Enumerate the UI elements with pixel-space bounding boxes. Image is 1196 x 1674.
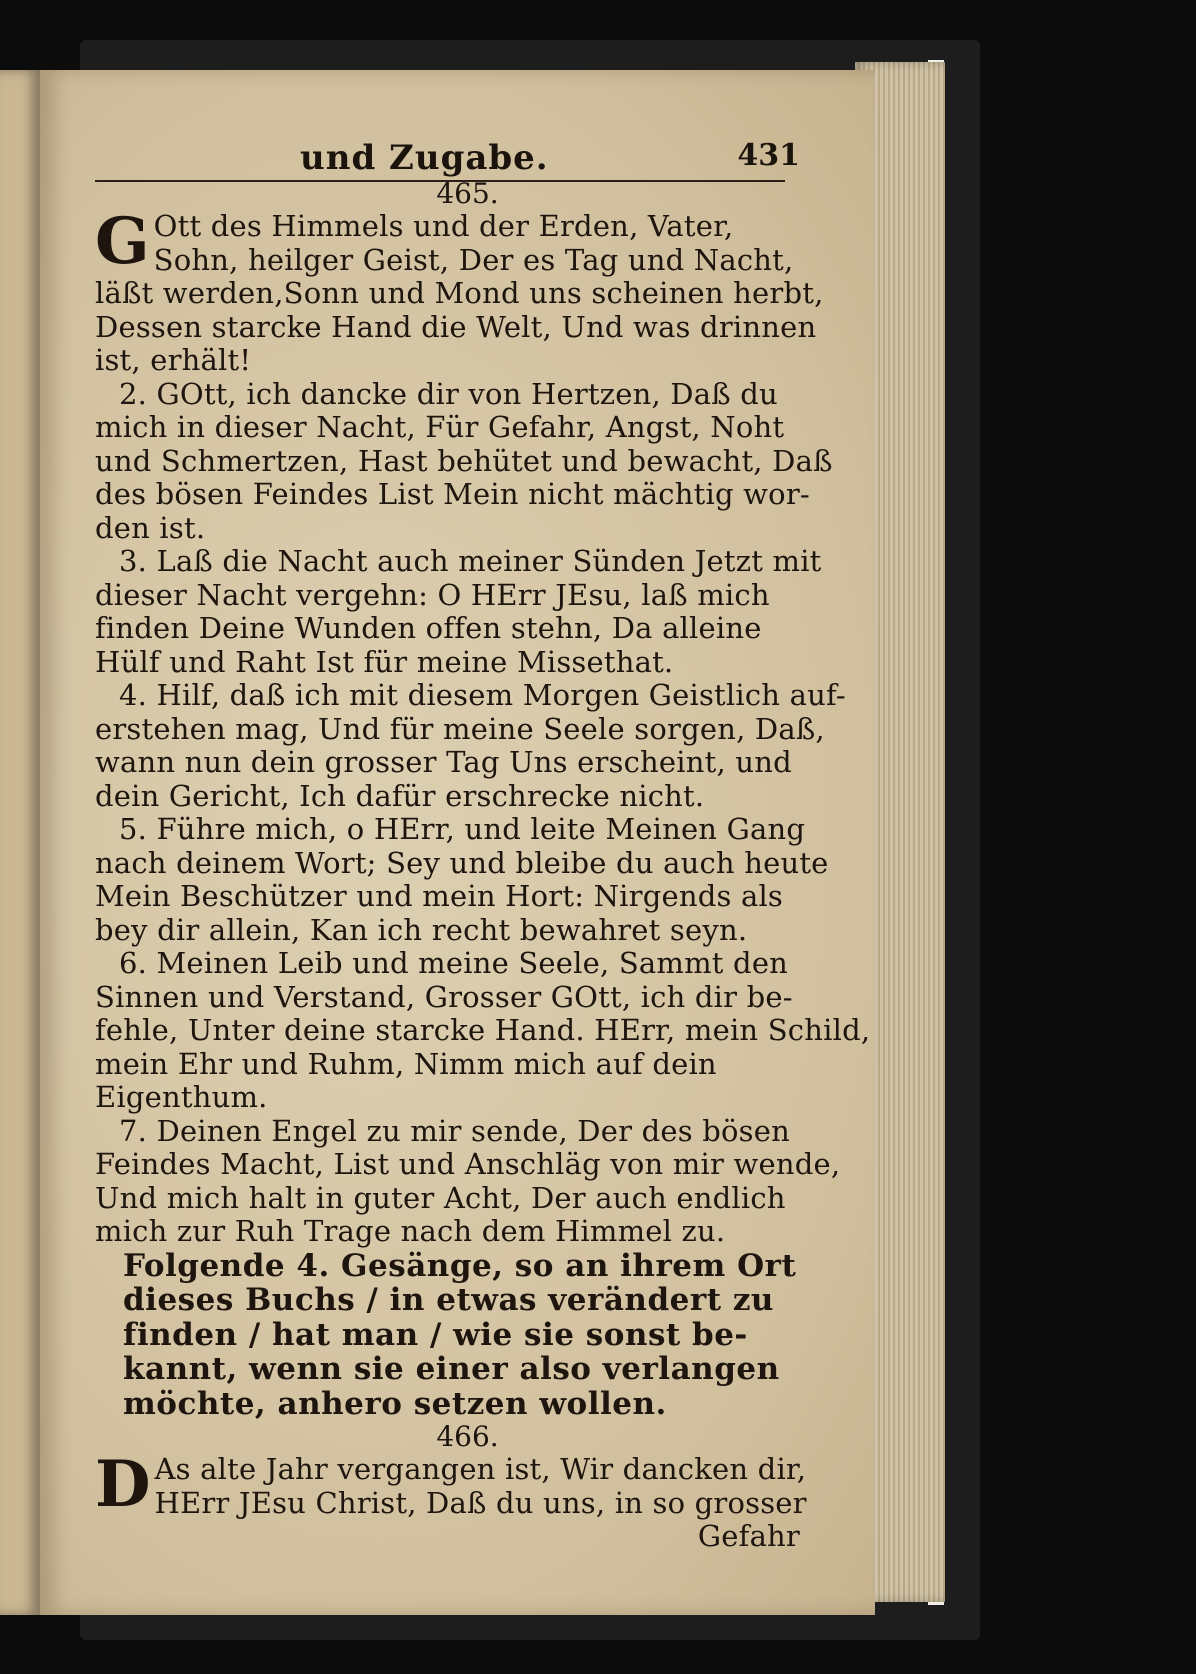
verse-line: bey dir allein, Kan ich recht bewahret seyn. <box>95 912 748 947</box>
verse-line: Dessen starcke Hand die Welt, Und was drinnen <box>95 309 817 344</box>
note-line: möchte, anhero setzen wollen. <box>123 1385 667 1422</box>
verse-line: mich zur Ruh Trage nach dem Himmel zu. <box>95 1214 726 1248</box>
drop-cap: D <box>95 1447 151 1522</box>
verse-line: dieser Nacht vergehn: O HErr JEsu, laß mich <box>95 577 770 612</box>
note-line: Folgende 4. Gesänge, so an ihrem Ort <box>123 1247 797 1284</box>
verse-line: den ist. <box>95 510 206 545</box>
verse-line: wann nun dein grosser Tag Uns erscheint, und <box>95 745 792 779</box>
page-body <box>95 177 871 1554</box>
verse-line: Eigenthum. <box>95 1080 268 1114</box>
verse-line: 5. Führe mich, o HErr, und leite Meinen Gang <box>119 812 806 846</box>
drop-cap: G <box>95 204 150 279</box>
verse-line: Sohn, heilger Geist, Der es Tag und Nacht, <box>153 242 794 277</box>
verse-line: HErr JEsu Christ, Daß du uns, in so grosser <box>154 1485 807 1520</box>
editorial-note <box>95 1249 800 1422</box>
verse-line: 3. Laß die Nacht auch meiner Sünden Jetzt mit <box>119 544 822 578</box>
verse-line: Ott des Himmels und der Erden, Vater, <box>153 209 734 243</box>
book-page <box>40 70 875 1615</box>
page-number: 431 <box>737 138 800 173</box>
verse-line: finden Deine Wunden offen stehn, Da alleine <box>95 611 762 645</box>
hymn-number: 466. <box>436 1420 499 1453</box>
verse-line: erstehen mag, Und für meine Seele sorgen, Daß, <box>95 711 825 746</box>
note-line: dieses Buchs / in etwas verändert zu <box>123 1282 774 1318</box>
verse-line: Hülf und Raht Ist für meine Missethat. <box>95 644 674 679</box>
hymn-466 <box>95 1447 807 1554</box>
verse-line: läßt werden,Sonn und Mond uns scheinen herbt, <box>95 276 824 310</box>
verse-line: Mein Beschützer und mein Hort: Nirgends als <box>95 879 784 913</box>
facing-page-edge <box>0 70 40 1615</box>
verse-line: fehle, Unter deine starcke Hand. HErr, mein Schild, <box>95 1013 871 1047</box>
verse-line: und Schmertzen, Hast behütet und bewacht, Daß <box>95 443 833 478</box>
verse-line: 4. Hilf, daß ich mit diesem Morgen Geistlich auf- <box>119 678 846 712</box>
verse-line: Und mich halt in guter Acht, Der auch endlich <box>95 1180 786 1215</box>
verse-line: 6. Meinen Leib und meine Seele, Sammt den <box>119 946 789 980</box>
verse-line: 2. GOtt, ich dancke dir von Hertzen, Daß du <box>119 376 778 411</box>
note-line: finden / hat man / wie sie sonst be- <box>123 1316 748 1353</box>
verse-line: mein Ehr und Ruhm, Nimm mich auf dein <box>95 1046 717 1081</box>
note-line: kannt, wenn sie einer also verlangen <box>123 1351 780 1387</box>
verse-line: 7. Deinen Engel zu mir sende, Der des bösen <box>119 1113 790 1148</box>
verse-line: Feindes Macht, List und Anschläg von mir wende, <box>95 1147 841 1181</box>
verse-line: des bösen Feindes List Mein nicht mächtig wor- <box>95 477 810 511</box>
hymn-number: 465. <box>436 177 499 210</box>
hymn-465 <box>95 204 871 1249</box>
verse-line: ist, erhält! <box>95 343 252 377</box>
verse-line: nach deinem Wort; Sey und bleibe du auch heute <box>95 845 829 880</box>
catchword: Gefahr <box>697 1519 800 1553</box>
verse-line: As alte Jahr vergangen ist, Wir dancken dir, <box>154 1452 807 1486</box>
verse-line: dein Gericht, Ich dafür erschrecke nicht. <box>95 778 705 813</box>
verse-line: mich in dieser Nacht, Für Gefahr, Angst, Noht <box>95 410 785 444</box>
running-head: und Zugabe. <box>300 138 549 178</box>
page-header <box>95 130 800 180</box>
verse-line: Sinnen und Verstand, Grosser GOtt, ich dir be- <box>95 979 793 1014</box>
